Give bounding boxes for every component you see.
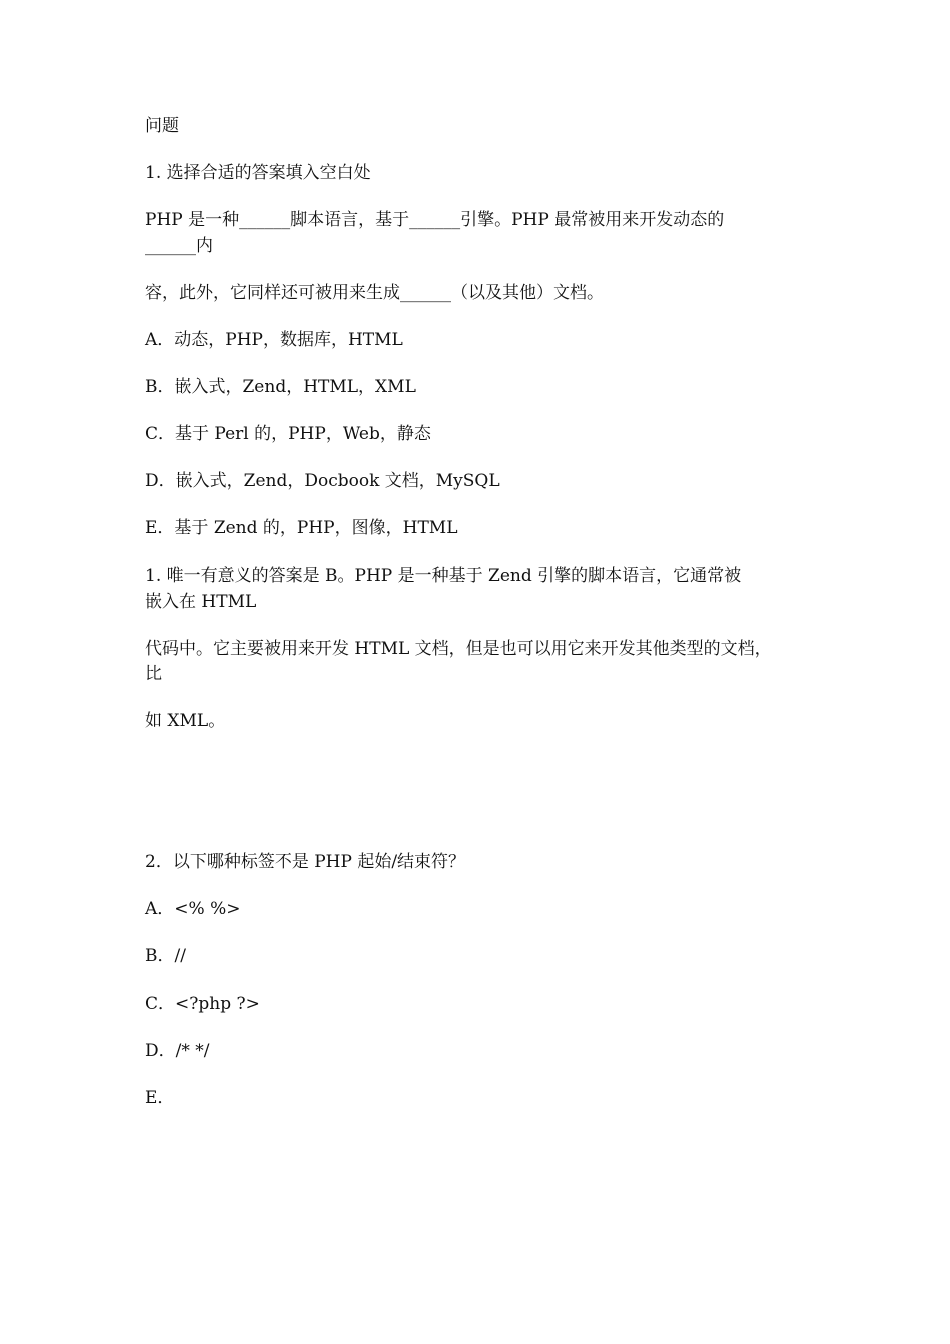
answer-1-line: 代码中。它主要被用来开发 HTML 文档，但是也可以用它来开发其他类型的文档， — [145, 639, 772, 659]
question-1-option-d: D．嵌入式，Zend，Docbook 文档，MySQL — [145, 471, 500, 491]
question-2-title: 2．以下哪种标签不是 PHP 起始/结束符？ — [145, 852, 466, 872]
question-1-option-b: B．嵌入式，Zend，HTML，XML — [145, 377, 416, 397]
question-2-option-e: E． — [145, 1088, 175, 1108]
question-1-option-e: E．基于 Zend 的，PHP，图像，HTML — [145, 518, 458, 538]
question-2-option-c: C．<?php ?> — [145, 994, 260, 1014]
question-1-stem-line: PHP 是一种______脚本语言，基于______引擎。PHP 最常被用来开发动态的 — [145, 210, 725, 230]
answer-1-line: 如 XML。 — [145, 711, 226, 731]
section-heading: 问题 — [145, 116, 179, 136]
question-2-option-d: D．/* */ — [145, 1041, 210, 1061]
answer-1-line: 嵌入在 HTML — [145, 592, 257, 612]
question-1-option-a: A．动态，PHP，数据库，HTML — [145, 330, 403, 350]
answer-1-line: 1. 唯一有意义的答案是 B。PHP 是一种基于 Zend 引擎的脚本语言，它通常被 — [145, 566, 742, 586]
question-1-option-c: C．基于 Perl 的，PHP，Web，静态 — [145, 424, 431, 444]
question-1-stem-line: 容，此外，它同样还可被用来生成______（以及其他）文档。 — [145, 283, 604, 303]
question-2-option-a: A．<% %> — [145, 899, 241, 919]
question-2-option-b: B．// — [145, 946, 186, 966]
question-1-stem-line: ______内 — [145, 236, 213, 256]
question-1-title: 1. 选择合适的答案填入空白处 — [145, 163, 371, 183]
answer-1-line: 比 — [145, 664, 162, 684]
